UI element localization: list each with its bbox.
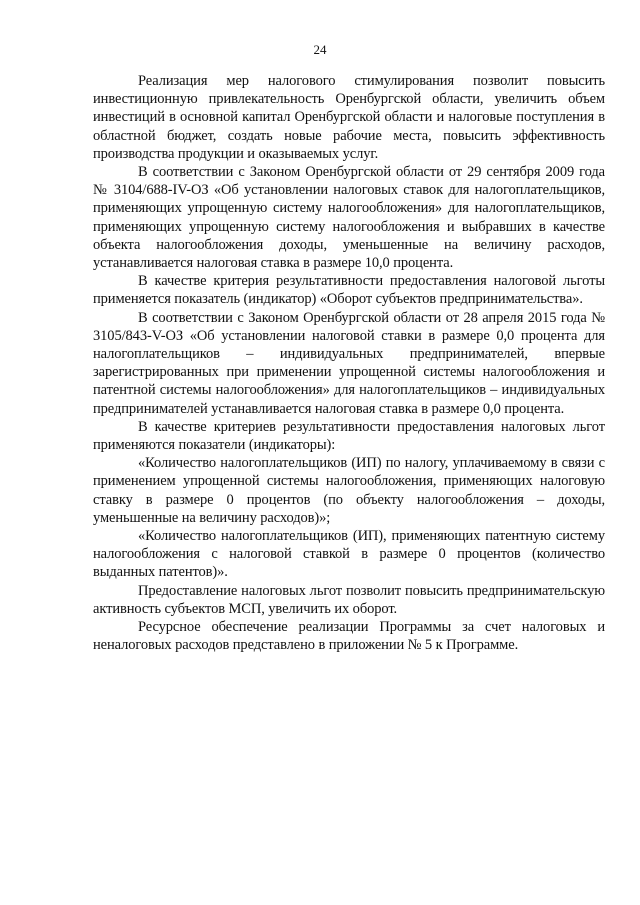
document-body xyxy=(93,72,605,655)
paragraph-indicator-patent: «Количество налогоплательщиков (ИП), применяющих патентную систему налогообложения с налоговой ставкой в размере 0 процентов (количество выданных патентов)». xyxy=(93,528,605,581)
paragraph-indicator-usn: «Количество налогоплательщиков (ИП) по налогу, уплачиваемому в связи с применением упрощенной системы налогообложения, применяющих налоговую ставку в размере 0 процентов (по объекту налогообложения – доходы, уменьшенные на величину расходов)»; xyxy=(93,455,605,526)
paragraph-tax-incentives: Реализация мер налогового стимулирования позволит повысить инвестиционную привлекательность Оренбургской области, увеличить объем инвестиций в основной капитал Оренбургской области и налоговые поступления в областной бюджет, создать новые рабочие места, повысить эффективность производства продукции и оказываемых услуг. xyxy=(93,73,605,162)
paragraph-msp-activity: Предоставление налоговых льгот позволит повысить предпринимательскую активность субъектов МСП, увеличить их оборот. xyxy=(93,582,605,617)
paragraph-resource-support: Ресурсное обеспечение реализации Программы за счет налоговых и неналоговых расходов представлено в приложении № 5 к Программе. xyxy=(93,619,605,654)
paragraph-criterion-turnover: В качестве критерия результативности предоставления налоговой льготы применяется показатель (индикатор) «Оборот субъектов предпринимательства». xyxy=(93,273,605,308)
paragraph-law-2009: В соответствии с Законом Оренбургской области от 29 сентября 2009 года № 3104/688-IV-ОЗ «Об установлении налоговых ставок для налогоплательщиков, применяющих упрощенную систему налогообложения» для налогоплательщиков, применяющих упрощенную систему налогообложения и выбравших в качестве объекта налогообложения доходы, уменьшенные на величину расходов, устанавливается налоговая ставка в размере 10,0 процента. xyxy=(93,164,605,272)
paragraph-criteria-intro: В качестве критериев результативности предоставления налоговых льгот применяются показатели (индикаторы): xyxy=(93,418,605,454)
paragraph-law-2015: В соответствии с Законом Оренбургской области от 28 апреля 2015 года № 3105/843-V-ОЗ «Об установлении налоговой ставки в размере 0,0 процента для налогоплательщиков – индивидуальных предпринимателей, впервые зарегистрированных при применении упрощенной системы налогообложения и патентной системы налогообложения» для налогоплательщиков – индивидуальных предпринимателей устанавливается налоговая ставка в размере 0,0 процента. xyxy=(93,309,605,417)
page-number: 24 xyxy=(313,42,327,57)
